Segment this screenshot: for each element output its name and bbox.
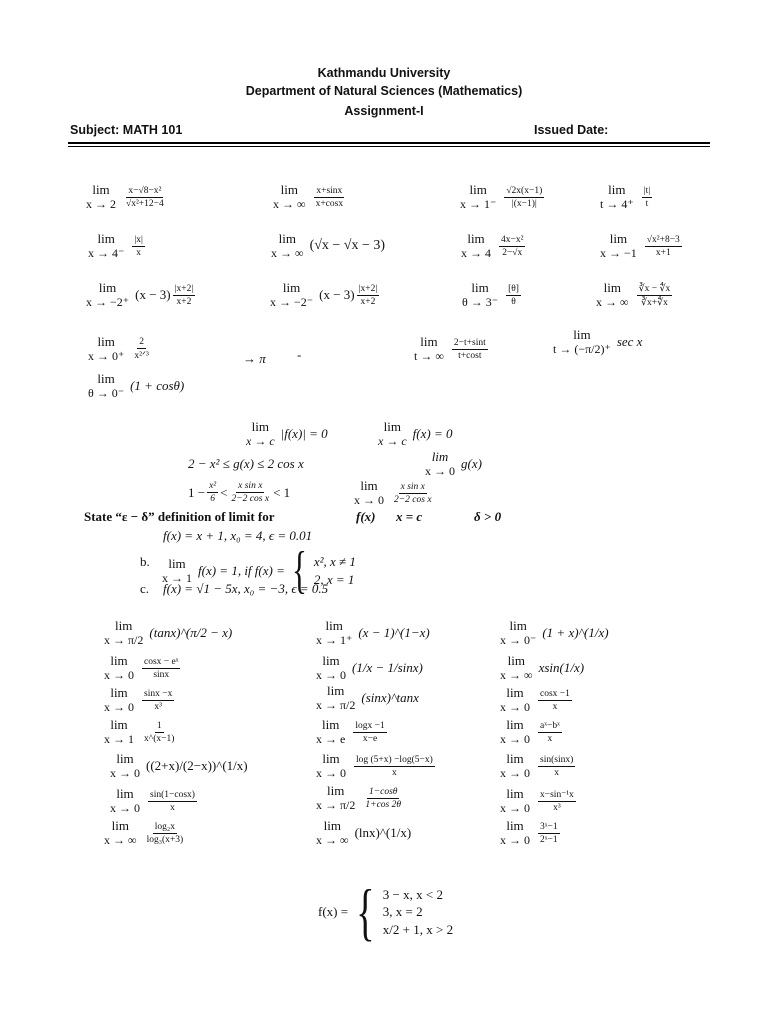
item-a: f(x) = x + 1, x₀ = 4, ϵ = 0.01 bbox=[163, 528, 313, 543]
limit-expression: lim x → 2 x−√8−x² √x²+12−4 bbox=[86, 182, 164, 211]
limit-expression: lim x → 0 cosx −1 x bbox=[500, 685, 570, 714]
state-xc: x = c bbox=[396, 509, 423, 524]
limit-expression: lim x → 1⁻ √2x(x−1) |(x−1)| bbox=[460, 182, 543, 211]
limit-expression: lim x → 1 1 x^(x−1) bbox=[104, 717, 175, 746]
limit-expression: lim x → −2⁺ (x − 3) |x+2| x+2 bbox=[86, 280, 194, 309]
limit-expression: lim x → ∞ (lnx)^(1/x) bbox=[316, 818, 412, 847]
limit-expression: lim x → 0 sin(sinx) x bbox=[500, 751, 574, 780]
limit-expression: lim x → 0 aˣ−bˣ x bbox=[500, 717, 560, 746]
limit-expression: lim x → 0 cosx − eˣ sinx bbox=[104, 653, 179, 682]
limit-expression: lim x → 0 g(x) bbox=[425, 449, 482, 478]
limit-expression: lim x → 1⁺ (x − 1)^(1−x) bbox=[316, 618, 430, 647]
item-b-label: b. bbox=[140, 554, 150, 569]
piecewise-function: f(x) = { 3 − x, x < 2 3, x = 2 x/2 + 1, x > 2 bbox=[318, 876, 454, 947]
limit-expression: lim x → c |f(x)| = 0 bbox=[246, 419, 328, 448]
limit-expression: lim x → 0⁺ 2 x²ᐟ³ bbox=[88, 334, 149, 363]
limit-expression: lim x → −2⁻ (x − 3) |x+2| x+2 bbox=[270, 280, 378, 309]
limit-expression: lim x → ∞ x+sinx x+cosx bbox=[273, 182, 344, 211]
limit-expression: lim x → π/2 1−cosθ 1+cos 2θ bbox=[316, 783, 402, 812]
subject-label: Subject: MATH 101 bbox=[70, 123, 183, 137]
assignment-title: Assignment-I bbox=[344, 104, 424, 118]
item-c: f(x) = √1 − 5x, x₀ = −3, ϵ = 0.5 bbox=[163, 581, 329, 596]
state-delta: δ > 0 bbox=[474, 509, 502, 524]
arrow-pi: → π bbox=[243, 351, 266, 366]
dash-mark: - bbox=[297, 347, 302, 362]
issued-date-label: Issued Date: bbox=[534, 123, 609, 137]
limit-expression: lim x → ∞ ∛x − ∜x ∛x+∜x bbox=[596, 280, 671, 309]
limit-expression: lim θ → 3⁻ [θ] θ bbox=[462, 280, 519, 309]
department-title: Department of Natural Sciences (Mathematics) bbox=[245, 84, 523, 98]
limit-expression: lim x → 0 3ˣ−1 2ˣ−1 bbox=[500, 818, 558, 847]
limit-expression: lim x → 0 x−sin⁻¹x x³ bbox=[500, 786, 574, 815]
limit-expression: lim x → ∞ (√x − √x − 3) bbox=[271, 231, 386, 260]
limit-expression: lim x → 0 (1/x − 1/sinx) bbox=[316, 653, 423, 682]
limit-expression: lim t → (−π/2)⁺ sec x bbox=[553, 327, 643, 356]
limit-expression: lim x → 0 sinx −x x³ bbox=[104, 685, 173, 714]
limit-expression: lim x → c f(x) = 0 bbox=[378, 419, 453, 448]
limit-expression: lim t → 4⁺ |t| t bbox=[600, 182, 651, 211]
limit-expression: lim x → ∞ xsin(1/x) bbox=[500, 653, 585, 682]
squeeze-inequality-2: 1 − $\frac{\text{x²}}{6}$ < x sin x 2−2 cos x < 1 bbox=[188, 481, 291, 504]
limit-expression: lim x → −1 √x²+8−3 x+1 bbox=[600, 231, 680, 260]
header-rule-bottom bbox=[68, 146, 710, 147]
limit-expression: lim x → 0 ((2+x)/(2−x))^(1/x) bbox=[110, 751, 248, 780]
limit-expression: lim x → 0 sin(1−cosx) x bbox=[110, 786, 195, 815]
squeeze-inequality: 2 − x² ≤ g(x) ≤ 2 cos x bbox=[188, 456, 304, 471]
limit-expression: lim x → π/2 (sinx)^tanx bbox=[316, 683, 419, 712]
limit-expression: lim x → 1 f(x) = 1, if f(x) = { x², x ≠ 1 2, x = 1 bbox=[162, 542, 356, 599]
limit-expression: lim x → 4⁻ |x| x bbox=[88, 231, 143, 260]
state-fx: f(x) bbox=[356, 509, 376, 524]
limit-expression: lim x → 0 log (5+x) −log(5−x) x bbox=[316, 751, 433, 780]
state-definition: State “ε − δ” definition of limit for bbox=[84, 509, 275, 524]
limit-expression: lim t → ∞ 2−t+sint t+cost bbox=[414, 334, 486, 363]
university-title: Kathmandu University bbox=[317, 66, 451, 80]
limit-expression: lim x → e logx −1 x−e bbox=[316, 717, 385, 746]
limit-expression: lim x → 0⁻ (1 + x)^(1/x) bbox=[500, 618, 609, 647]
limit-expression: lim x → ∞ log₂x log₃(x+3) bbox=[104, 818, 184, 847]
limit-expression: lim θ → 0⁻ (1 + cosθ) bbox=[88, 371, 185, 400]
item-c-label: c. bbox=[140, 581, 150, 596]
limit-expression: lim x → 0 x sin x 2−2 cos x bbox=[354, 478, 432, 507]
header-rule-top bbox=[68, 142, 710, 144]
limit-expression: lim x → π/2 (tanx)^(π/2 − x) bbox=[104, 618, 233, 647]
limit-expression: lim x → 4 4x−x² 2−√x bbox=[461, 231, 524, 260]
